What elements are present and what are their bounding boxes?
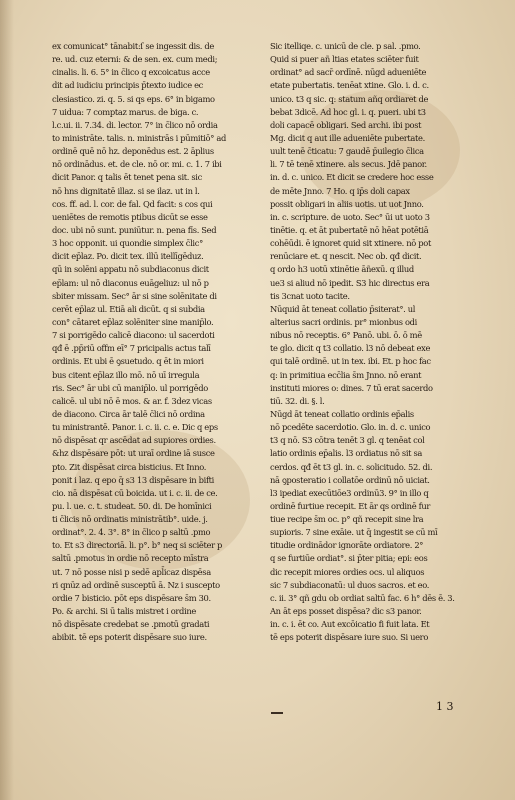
text-line: in. c. i. ēt co. Aut excōicatio fi fuit lata. Et bbox=[270, 619, 430, 630]
text-line: saltū .pmotus in ordie nō recepto mīstra bbox=[52, 553, 209, 564]
signature-mark bbox=[271, 712, 283, 714]
text-line: Sic itelliqe. c. unicū de cle. p sal. .pmo. bbox=[270, 41, 421, 51]
text-line: nō dispēsate credebat se .pmotū gradati bbox=[52, 619, 210, 630]
text-line: ris. Sec° ār ubi cū manip̄lo. ul porrigēdo bbox=[52, 382, 208, 393]
text-line: nibus nō receptis. 6° Panō. ubi. ō. ō mē bbox=[270, 330, 422, 341]
text-line: tē eps poterit dispēsare iure suo. Si uero bbox=[270, 632, 428, 643]
text-line: nā ꝯposteratio i collatōe ordinū nō uiciat. bbox=[270, 474, 430, 485]
text-line: cohēūdi. ē ignoret quid sit xtinere. nō pot bbox=[270, 238, 431, 249]
text-line: bus citent ep̄laz illo mō. nō uī irregula bbox=[52, 369, 200, 380]
text-line: dicit Panor. q talis ēt tenet pena sit. sic bbox=[52, 172, 202, 183]
text-line: pu. l. ue. c. t. studeat. 50. di. De homīnici bbox=[52, 500, 212, 511]
text-line: ordinat° ad sacr̄ ordīnē. nūgd adueniēte bbox=[270, 67, 427, 78]
text-line: etate pubertatis. tenēat xtine. Glo. i. d. c. bbox=[270, 80, 429, 91]
text-line: Quid si puer añ ltias etates sciēter fuit bbox=[270, 54, 419, 65]
text-line: latio ordinis ep̄alis. l3 ordiatus nō sit sa bbox=[270, 448, 423, 459]
text-line: tiū. 32. di. §. l. bbox=[270, 395, 325, 406]
text-line: sic 7 subdiaconatū: ul duos sacros. et eo. bbox=[270, 579, 430, 590]
text-line: renūciare et. q nescit. Nec ob. qđ dicit. bbox=[270, 251, 422, 262]
text-line: tiue recipe s̄m oc. p° qñ recepit sine lra bbox=[270, 514, 424, 525]
text-line: titudie ordinādor ignorāte ordiatore. 2° bbox=[270, 540, 424, 551]
text-line: tis 3cnat uoto tacite. bbox=[270, 290, 350, 301]
text-line: 7 si porrigēdo calicē diacono: ul sacerdoti bbox=[52, 330, 215, 341]
text-line: &hz dispēsare pōt: ut uraī ordine iā susce bbox=[52, 448, 215, 459]
text-line: 3 hoc opponit. ui quondie simplex c̄lic° bbox=[52, 238, 203, 249]
text-line: con° cātaret ep̄laz solēniter sine manip̄lo. bbox=[52, 316, 214, 327]
right-text-column bbox=[270, 40, 470, 644]
text-line: ordinē furtiue recepit. Et ār qs ordinē fur bbox=[270, 500, 430, 511]
text-line: Nūgd āt teneat collatio ordinis ep̄alis bbox=[270, 408, 414, 419]
text-line: nō ordinādus. et. de cle. nō or. mi. c. 1. 7 ibi bbox=[52, 159, 222, 170]
text-line: qđ ē .pp̄riū offm eī° 7 pricipalis actus talī bbox=[52, 343, 211, 354]
text-line: de diacono. Circa ār talē c̄lici nō ordina bbox=[52, 408, 205, 419]
text-line: sbiter missam. Sec° ār si sine solēnitate di bbox=[52, 290, 217, 301]
text-line: instituti miores o: dines. 7 tū erat sacerdo bbox=[270, 382, 433, 393]
text-line: nō hns dignitatē illaz. si se ilaz. ut in l. bbox=[52, 185, 200, 196]
text-line: pto. Zit dispēsat circa bisticius. Et Inno. bbox=[52, 461, 207, 472]
page-edge-shadow bbox=[0, 0, 14, 800]
text-line: ep̄lam: ul nō diaconus euāgeliuz: ul nō p bbox=[52, 277, 209, 288]
text-line: Po. & archi. Si ū talis mistret i ordine bbox=[52, 606, 196, 617]
text-line: bebat 3dicē. Ad hoc gl. i. q. pueri. ubi t3 bbox=[270, 106, 426, 117]
text-line: l3 ipediat execūtiōe3 ordinū3. 9° in illo q bbox=[270, 487, 429, 498]
text-line: supioris. 7 sine exāie. ut q̄ ingestit se cū mī bbox=[270, 527, 438, 538]
text-line: q se furtiūe ordiat°. si p̄ter pitia; epi: eos bbox=[270, 553, 428, 564]
text-line: cio. nā dispēsat cū boicida. ut i. c. ii. de ce. bbox=[52, 487, 218, 498]
text-line: t3 q nō. S3 cōtra tenēt 3 gl. q tenēat col bbox=[270, 435, 425, 446]
text-line: ti c̄licis nō ordinatis ministrātib°. uide. j. bbox=[52, 514, 208, 525]
text-line: l.c.ui. ii. 7.34. di. lector. 7° in c̄lico nō ordia bbox=[52, 119, 218, 130]
text-line: qui talē ordinē. ut in tex. ibi. Et. p hoc fac bbox=[270, 356, 431, 367]
text-line: de mēte Jnno. 7 Ho. q ip̄s doli capax bbox=[270, 185, 410, 196]
text-line: cerēt ep̄laz ul. Etiā ali dicūt. q si subdia bbox=[52, 303, 205, 314]
text-line: nō dispēsat qr ascēdat ad supiores ordies. bbox=[52, 435, 216, 446]
text-line: ordinē quē nō hz. deponēdus est. 2 āplius bbox=[52, 146, 214, 157]
text-line: nō pcedēte sacerdotio. Glo. in. d. c. unico bbox=[270, 422, 431, 433]
text-line: ordinat°. 2. 4. 3°. 8° in c̄lico p saltū .pmo bbox=[52, 527, 211, 538]
text-line: in. c. scripture. de uoto. Sec° ūi ut uoto 3 bbox=[270, 211, 430, 222]
text-line: doli capacē obligari. Sed archi. ibi post bbox=[270, 119, 422, 130]
folio-number: 1 3 bbox=[436, 700, 454, 713]
text-line: cerdos. qđ ēt t3 gl. in. c. solicitudo. 52. di. bbox=[270, 461, 433, 472]
text-line: Nūquid āt teneat collatio p̄siterat°. ul bbox=[270, 303, 416, 314]
text-line: c. ii. 3° qñ gdu ob ordiat saltū fac. 6 h° dēs ē. 3. bbox=[270, 592, 455, 603]
text-line: cinalis. li. 6. 5° in c̄lico q excoicatus acce bbox=[52, 67, 210, 78]
text-line: possit obligari in aliis uotis. ut uot Jnno. bbox=[270, 198, 424, 209]
text-line: ri qnūz ad ordinē susceptū ā. Nz i suscepto bbox=[52, 579, 220, 590]
text-line: ue3 si aliud nō ipedit. S3 hic directus era bbox=[270, 277, 430, 288]
text-line: ex comunicat° tānabit:ſ se ingessit dis. de bbox=[52, 41, 214, 51]
text-line: 7 uidua: 7 comptaz marus. de biga. c. bbox=[52, 106, 199, 117]
text-line: qū in solēni appatu nō subdiaconus dicit bbox=[52, 264, 209, 275]
text-line: q: in primitiua ecc̄lia s̄m Jnno. nō erant bbox=[270, 369, 422, 380]
text-line: q ordo h3 uotū xtinētie āñexū. q illud bbox=[270, 264, 414, 275]
text-line: re. ud. cuz eterni: & de sen. ex. cum medi; bbox=[52, 54, 218, 65]
text-line: alterius sacri ordinis. pr° mionbus odi bbox=[270, 316, 417, 327]
text-line: dicit ep̄laz. Po. dicit tex. illū itellīgēduz. bbox=[52, 251, 204, 262]
text-line: ordinis. Et ubi ē ꝯsuetudo. q ēt in miori bbox=[52, 356, 204, 367]
text-line: calicē. ul ubi nō ē mos. & ar. f. 3dez vicas bbox=[52, 395, 212, 406]
text-line: abibit. tē eps poterit dispēsare suo iure. bbox=[52, 632, 207, 643]
text-line: dit ad iudiciu principis p̄texto iudice ec bbox=[52, 80, 204, 91]
text-line: ordie 7 bisticio. pōt eps dispēsare s̄m 30. bbox=[52, 592, 211, 603]
text-line: unico. t3 q sic. q: statum añq ordiaret de bbox=[270, 93, 429, 104]
text-line: cos. ff. ad. l. cor. de fal. Qd facit: s cos qui bbox=[52, 198, 213, 209]
text-line: dic recepit miores ordies ocs. ul aliquos bbox=[270, 566, 425, 577]
text-line: to ministrāte. talis. n. ministrās i pūmitiō° ad bbox=[52, 132, 226, 143]
text-line: tinētie. q. et āt pubertatē nō hēat potētiā bbox=[270, 224, 429, 235]
text-line: Mg. dicit q aut ille adueniēte pubertate. bbox=[270, 132, 425, 143]
text-line: li. 7 tē tenē xtinere. als secus. Jdē panor. bbox=[270, 159, 427, 170]
text-line: clesiastico. zi. q. 5. si qs eps. 6° in bigamo bbox=[52, 93, 215, 104]
text-line: te glo. dicit q t3 collatio. l3 nō debeat exe bbox=[270, 343, 431, 354]
text-line: ut. 7 nō posse nisi p sedē apl̄icaz dispēsa bbox=[52, 566, 211, 577]
text-line: in. d. c. unico. Et dicit se credere hoc esse bbox=[270, 172, 434, 183]
left-text-column bbox=[52, 40, 248, 644]
text-line: uult tenē c̄ticatu: 7 gaudē p̄uilegio c̄lica bbox=[270, 146, 424, 157]
text-line: ponit i laz. q epo q̄ s3 13 dispēsare in bifti bbox=[52, 474, 214, 485]
text-line: doc. ubi nō sunt. puniūtur. n. pena fīs. Sed bbox=[52, 224, 217, 235]
text-line: ueniētes de remotis ptibus dicūt se esse bbox=[52, 211, 208, 222]
text-line: tu ministrantē. Panor. i. c. ii. c. e. Dic q eps bbox=[52, 422, 218, 433]
text-line: An āt eps posset dispēsa? dic s3 panor. bbox=[270, 606, 422, 617]
text-line: to. Et s3 directoriā. li. p°. b° neq si sciēter p bbox=[52, 540, 223, 551]
